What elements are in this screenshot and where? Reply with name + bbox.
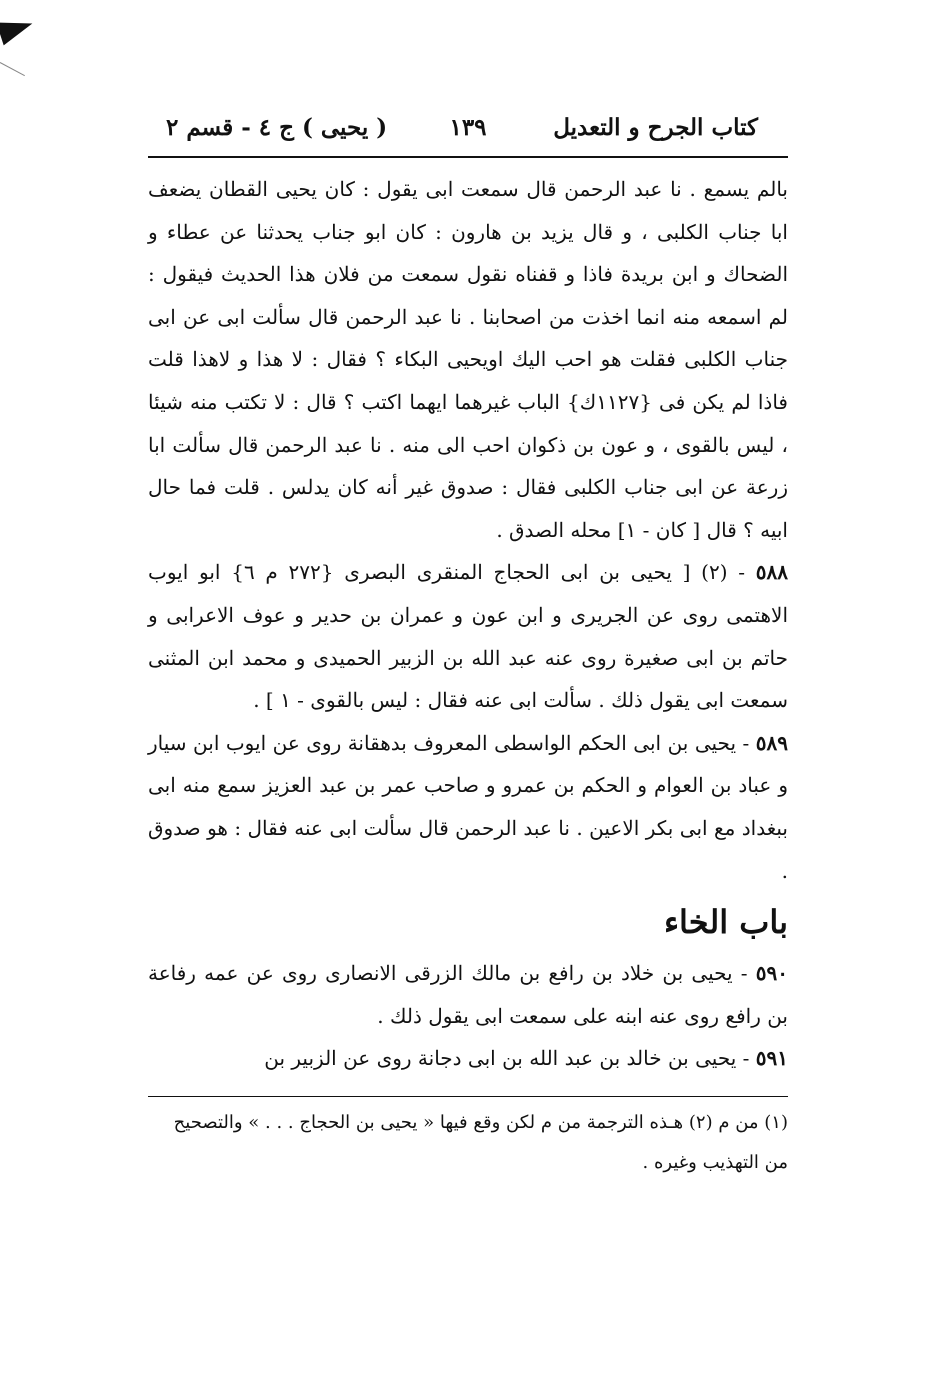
footnotes bbox=[148, 1103, 788, 1183]
running-header bbox=[148, 100, 788, 158]
main-text bbox=[148, 168, 788, 1080]
entry-589 bbox=[148, 722, 788, 892]
footnote-divider bbox=[148, 1096, 788, 1097]
chapter-heading: باب الخاء bbox=[663, 903, 788, 942]
entry-text: - (٢) [ يحيى بن ابى الحجاج المنقرى البصرى {٢٧٢ م ٦} ابو ايوب الاهتمى روى عن الجريرى و ابن عون و عمران بن حدير و عوف الاعرابى و حاتم بن ابى صغيرة روى عنه عبد الله بن الزبير الحميدى و محمد ابن المثنى سمعت ابى يقول ذلك . سألت ابى عنه فقال : ليس بالقوى - ١ ] . bbox=[148, 560, 788, 713]
entry-number: ٥٩١ bbox=[755, 1046, 788, 1071]
corner-scan-line bbox=[0, 62, 25, 76]
entry-text: - يحيى بن خلاد بن رافع بن مالك الزرقى الانصارى روى عن عمه رفاعة بن رافع روى عنه ابنه على سمعت ابى يقول ذلك . bbox=[148, 961, 788, 1028]
book-title: كتاب الجرح و التعديل bbox=[553, 114, 758, 141]
entry-number: ٥٩٠ bbox=[755, 961, 789, 986]
continuation-paragraph: بالم يسمع . نا عبد الرحمن قال سمعت ابى يقول : كان يحيى القطان يضعف ابا جناب الكلبى ، و قال يزيد بن هارون : كان ابو جناب يحدثنا عن عطاء و الضحاك و ابن بريدة فاذا و قفناه نقول سمعت من فلان هذا الحديث فيقول : لم اسمعه منه انما اخذت من اصحابنا . نا عبد الرحمن قال سألت ابى عن ابى جناب الكلبى فقلت هو احب اليك اويحيى البكاء ؟ فقال : لا هذا و لاهذا قلت فاذا لم يكن فى {١١٢٧ك} الباب غيرهما ايهما اكتب ؟ قال : لا تكتب منه شيئا ، ليس بالقوى ، و عون بن ذكوان احب الى منه . نا عبد الرحمن قال سألت ابا زرعة عن ابى جناب الكلبى فقال : صدوق غير أنه كان يدلس . قلت فما حال ابيه ؟ قال [ كان - ١] محله الصدق . bbox=[148, 177, 788, 542]
corner-scan-mark bbox=[0, 12, 36, 45]
page-number: ١٣٩ bbox=[449, 114, 487, 141]
footnote: (١) من م (٢) هـذه الترجمة من م لكن وقع فيها « يحيى بن الحجاج . . . » والتصحيح من التهذيب وغيره . bbox=[173, 1111, 788, 1173]
entry-text: - يحيى بن ابى الحكم الواسطى المعروف بدهقانة روى عن ايوب ابن سيار و عباد بن العوام و الحكم بن عمرو و صاحب عمر بن عبد العزيز سمع منه ابى ببغداد مع ابى بكر الاعين . نا عبد الرحمن قال سألت ابى عنه فقال : هو صدوق . bbox=[148, 730, 788, 883]
entry-number: ٥٨٨ bbox=[755, 560, 788, 585]
entry-text: - يحيى بن خالد بن عبد الله بن ابى دجانة روى عن الزبير بن bbox=[264, 1046, 750, 1071]
entry-591 bbox=[148, 1037, 788, 1080]
entry-588 bbox=[148, 551, 788, 721]
entry-number: ٥٨٩ bbox=[755, 730, 788, 755]
entry-590 bbox=[148, 952, 788, 1037]
book-page bbox=[148, 100, 788, 1320]
volume-label: ( يحيى ) ج ٤ - قسم ٢ bbox=[166, 114, 388, 141]
